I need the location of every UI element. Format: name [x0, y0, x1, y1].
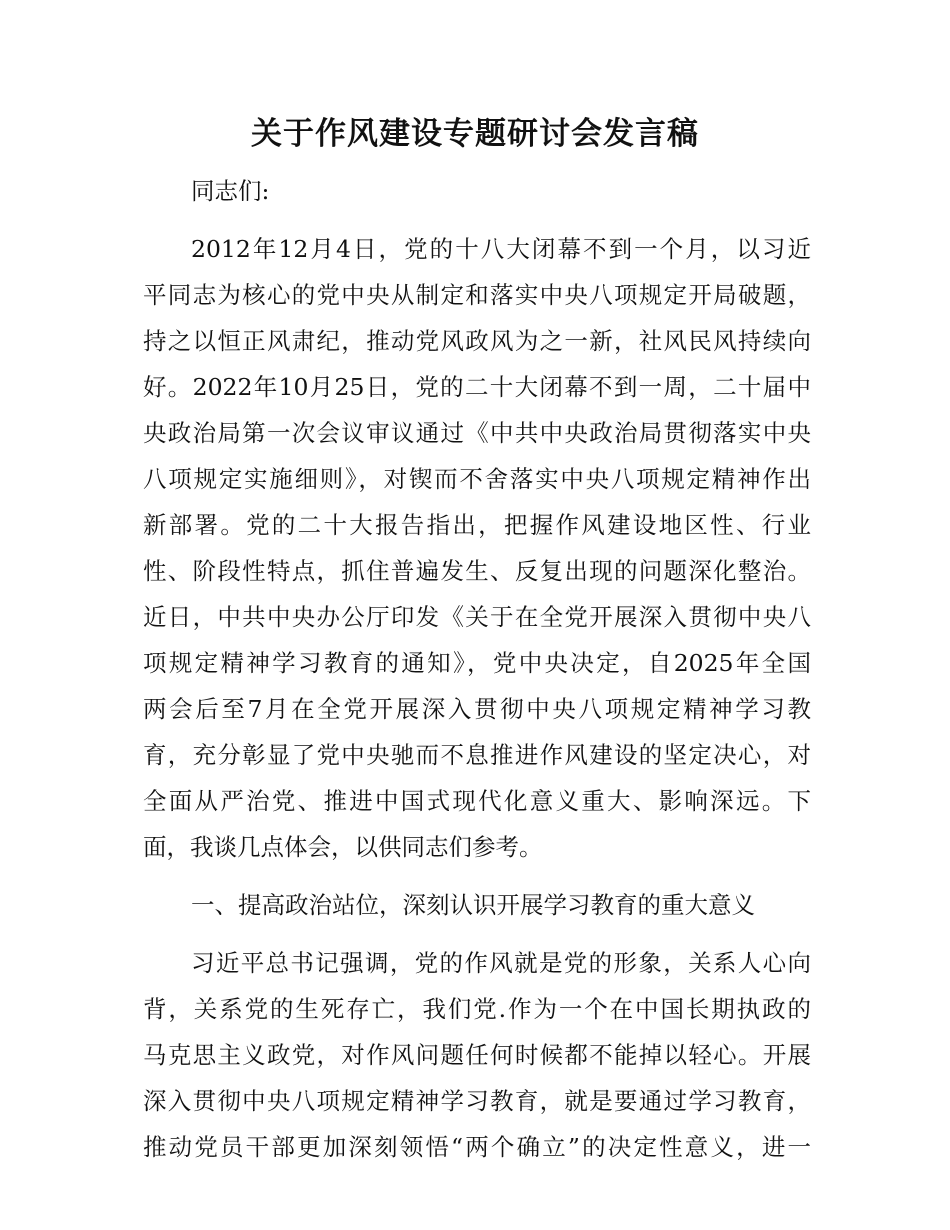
paragraph-line: 新部署。党的二十大报告指出，把握作风建设地区性、行业 [143, 511, 811, 539]
paragraph-line: 2012年12月4日，党的十八大闭幕不到一个月，以习近 [191, 235, 811, 263]
paragraph-line: 近日，中共中央办公厅印发《关于在全党开展深入贯彻中央八 [143, 603, 811, 631]
paragraph-line: 项规定精神学习教育的通知》，党中央决定，自2025年全国 [143, 649, 811, 677]
paragraph-1 [143, 226, 811, 870]
paragraph-line: 全面从严治党、推进中国式现代化意义重大、影响深远。下 [143, 787, 811, 815]
paragraph-line: 央政治局第一次会议审议通过《中共中央政治局贯彻落实中央 [143, 419, 811, 447]
greeting: 同志们: [191, 177, 270, 205]
document-body [143, 168, 811, 1170]
document-title: 关于作风建设专题研讨会发言稿 [251, 116, 699, 152]
paragraph-line: 性、阶段性特点，抓住普遍发生、反复出现的问题深化整治。 [143, 557, 811, 585]
paragraph-line: 八项规定实施细则》，对锲而不舍落实中央八项规定精神作出 [143, 465, 811, 493]
section-heading-1: 一、提高政治站位，深刻认识开展学习教育的重大意义 [191, 891, 755, 919]
paragraph-gap [143, 870, 811, 882]
paragraph-line: 马克思主义政党，对作风问题任何时候都不能掉以轻心。开展 [143, 1041, 811, 1069]
paragraph-2 [143, 940, 811, 1170]
paragraph-line: 持之以恒正风肃纪，推动党风政风为之一新，社风民风持续向 [143, 327, 811, 355]
paragraph-gap [143, 928, 811, 940]
paragraph-line: 推动党员干部更加深刻领悟“两个确立”的决定性意义，进一 [143, 1133, 811, 1161]
paragraph-line: 好。2022年10月25日，党的二十大闭幕不到一周，二十届中 [143, 373, 811, 401]
paragraph-line: 深入贯彻中央八项规定精神学习教育，就是要通过学习教育， [143, 1087, 811, 1115]
paragraph-line: 两会后至7月在全党开展深入贯彻中央八项规定精神学习教 [143, 695, 811, 723]
paragraph-line: 育，充分彰显了党中央驰而不息推进作风建设的坚定决心，对 [143, 741, 811, 769]
paragraph-line: 背，关系党的生死存亡，我们党.作为一个在中国长期执政的 [143, 995, 811, 1023]
paragraph-line: 平同志为核心的党中央从制定和落实中央八项规定开局破题， [143, 281, 811, 309]
paragraph-line: 习近平总书记强调，党的作风就是党的形象，关系人心向 [191, 949, 811, 977]
paragraph-gap [143, 214, 811, 226]
paragraph-line: 面，我谈几点体会，以供同志们参考。 [143, 833, 543, 861]
